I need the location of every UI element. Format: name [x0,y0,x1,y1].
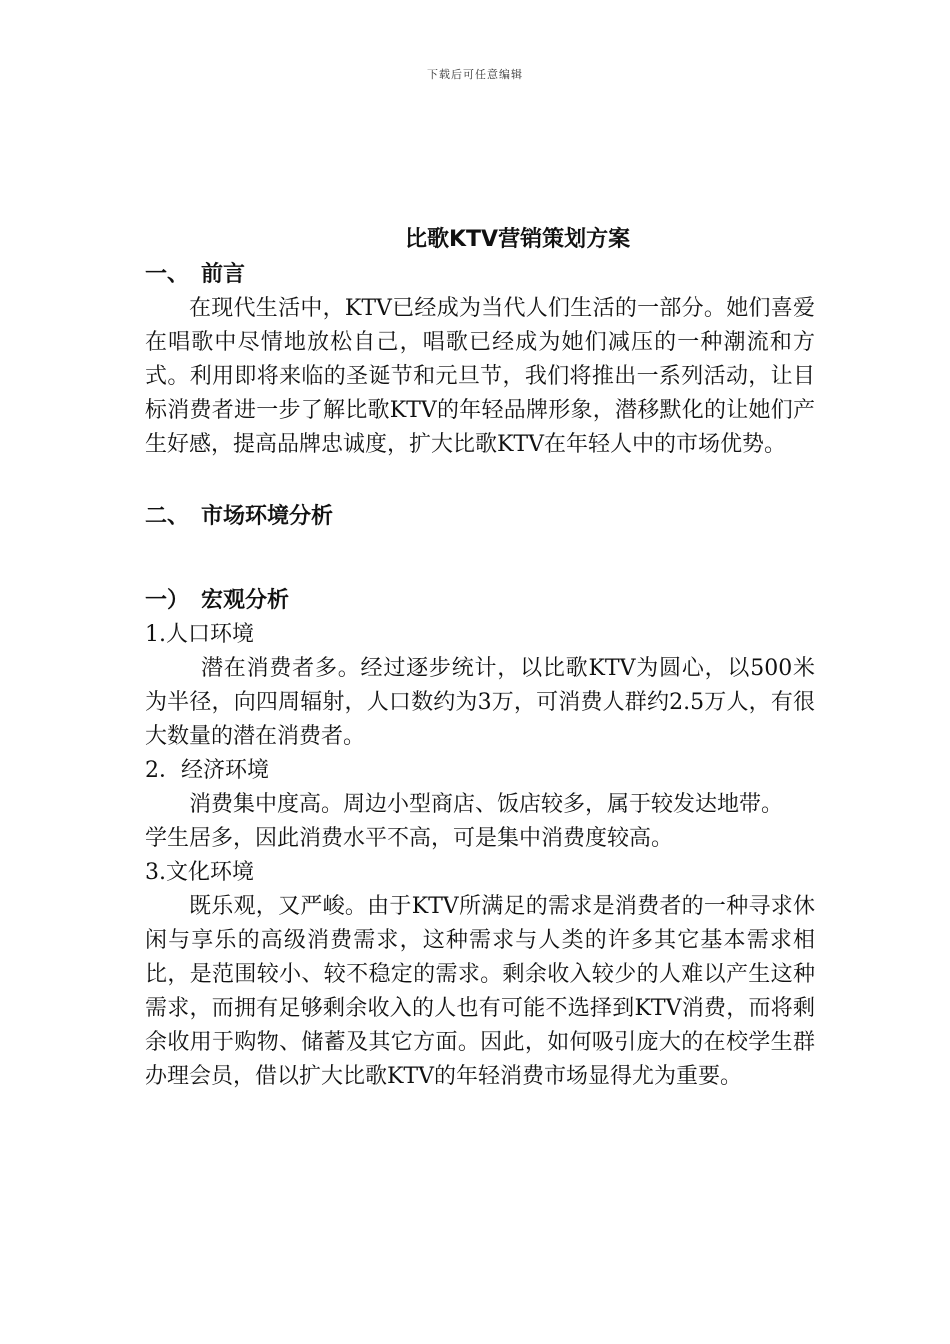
economy-paragraph-line1: 消费集中度高。周边小型商店、饭店较多，属于较发达地带。 [189,792,784,817]
document-body [145,258,815,1094]
population-paragraph: 潜在消费者多。经过逐步统计，以比歌KTV为圆心，以500米为半径，向四周辐射，人口数约为3万，可消费人群约2.5万人，有很大数量的潜在消费者。 [145,656,815,749]
preface-paragraph: 在现代生活中，KTV已经成为当代人们生活的一部分。她们喜爱在唱歌中尽情地放松自己，唱歌已经成为她们减压的一种潮流和方式。利用即将来临的圣诞节和元旦节，我们将推出一系列活动，让目标消费者进一步了解比歌KTV的年轻品牌形象，潜移默化的让她们产生好感，提高品牌忠诚度，扩大比歌KTV在年轻人中的市场优势。 [145,296,815,457]
section-number: 一） [145,588,190,613]
subsection-heading-macro [145,584,815,618]
section-label: 前言 [201,262,246,287]
item-label-culture: 3.文化环境 [145,860,254,885]
spacer [145,462,815,500]
section-number: 一、 [145,262,190,287]
section-number: 二、 [145,504,190,529]
section-label: 宏观分析 [201,588,290,613]
spacer [145,534,815,584]
culture-paragraph: 既乐观，又严峻。由于KTV所满足的需求是消费者的一种寻求休闲与享乐的高级消费需求，这种需求与人类的许多其它基本需求相比，是范围较小、较不稳定的需求。剩余收入较少的人难以产生这种需求，而拥有足够剩余收入的人也有可能不选择到KTV消费，而将剩余收用于购物、储蓄及其它方面。因此，如何吸引庞大的在校学生群办理会员，借以扩大比歌KTV的年轻消费市场显得尤为重要。 [145,894,815,1089]
item-label-population: 1.人口环境 [145,622,254,647]
economy-paragraph-line2: 学生居多，因此消费水平不高，可是集中消费度较高。 [145,826,674,851]
document-title: 比歌KTV营销策划方案 [405,227,631,252]
item-label-economy: 2．经济环境 [145,758,269,783]
section-heading-preface [145,258,815,292]
header-note: 下载后可任意编辑 [427,68,523,81]
section-heading-market [145,500,815,534]
section-label: 市场环境分析 [201,504,334,529]
